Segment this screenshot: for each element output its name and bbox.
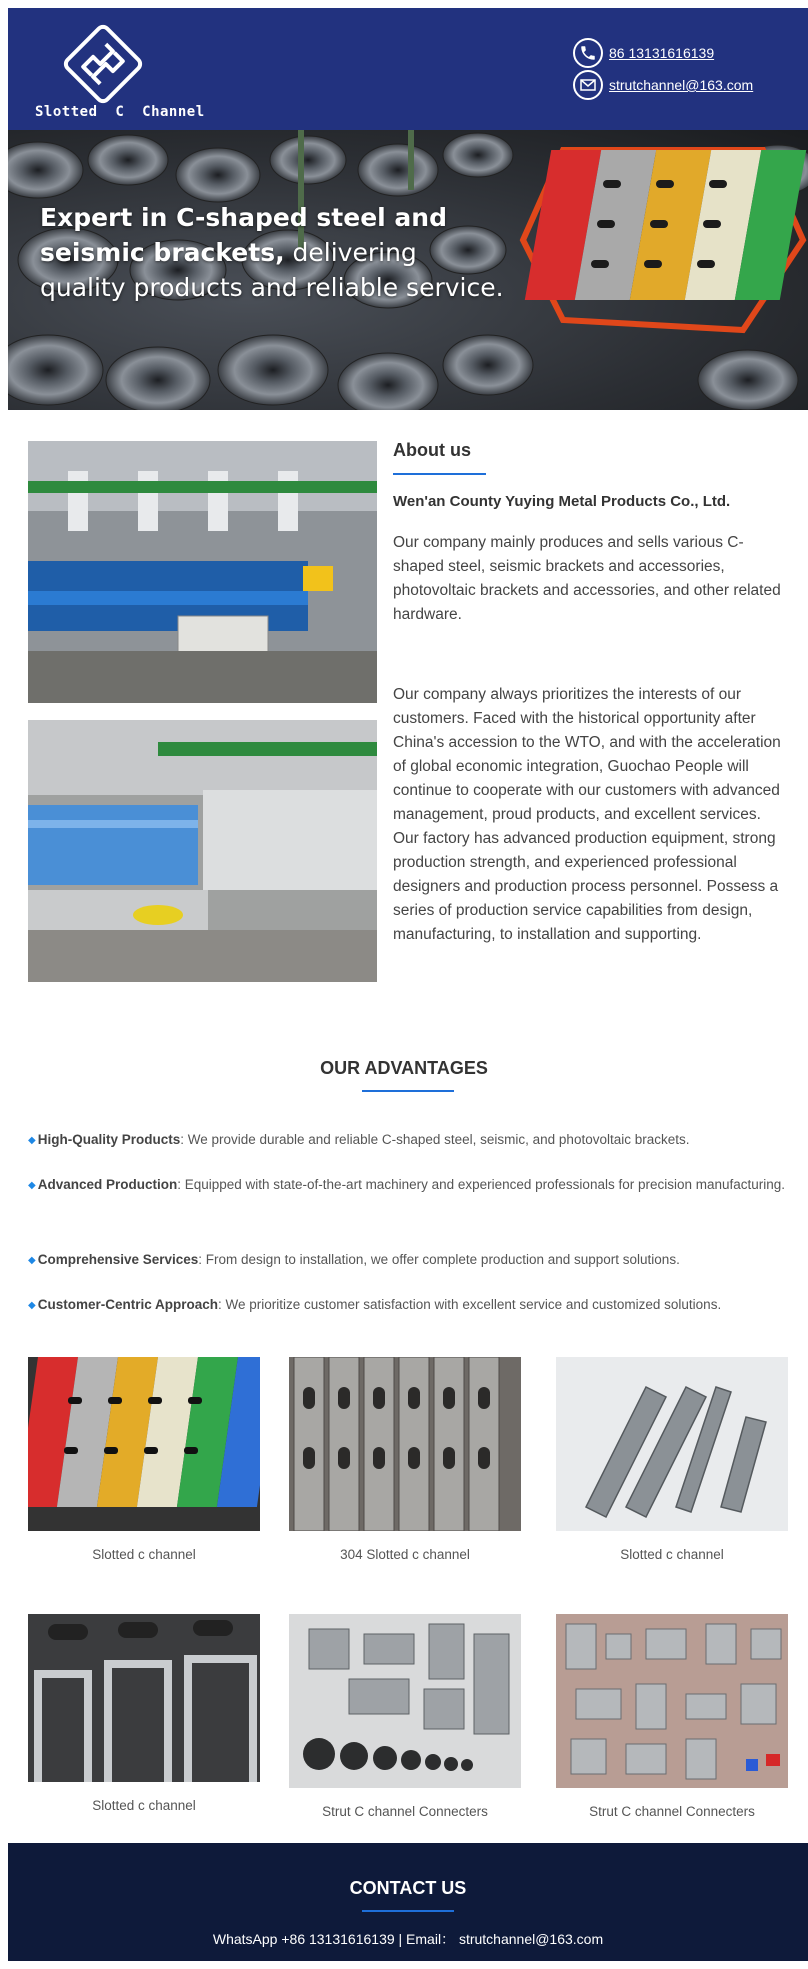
hero-headline xyxy=(40,200,510,305)
header-phone[interactable] xyxy=(573,38,714,68)
about-paragraph-1: Our company mainly produces and sells various C-shaped steel, seismic brackets and accessories, photovoltaic brackets and accessories, and other related hardware. xyxy=(393,534,781,623)
company-name: Wen'an County Yuying Metal Products Co., Ltd. xyxy=(393,493,731,510)
phone-link[interactable]: 86 13131616139 xyxy=(609,45,715,61)
advantage-item xyxy=(28,1245,788,1276)
product-card[interactable] xyxy=(28,1357,260,1562)
product-image-connecters xyxy=(289,1614,521,1788)
advantage-text: : Equipped with state-of-the-art machinery and experienced professionals for precision manufacturing. xyxy=(177,1177,786,1192)
hero-headline-rest: delivering quality products and reliable service. xyxy=(40,238,504,302)
product-image-galvanized-channel xyxy=(556,1357,788,1531)
contact-us-title: CONTACT US xyxy=(349,1878,467,1898)
product-caption[interactable]: Strut C channel Connecters xyxy=(322,1804,488,1819)
logo-icon[interactable] xyxy=(51,20,155,108)
product-caption[interactable]: Slotted c channel xyxy=(620,1547,724,1562)
about-paragraph-2: Our company always prioritizes the interests of our customers. Faced with the historical opportunity after China's accession to the WTO, and with the acceleration of global economic integration, Guochao People will continue to cooperate with our customers with advanced management, proud products, and excellent services. Our factory has advanced production equipment, strong production strength, and experienced professional designers and production process personnel. Possess a series of production service capabilities from design, manufacturing, to installation and supporting. xyxy=(393,686,781,943)
whatsapp-icon xyxy=(573,38,603,68)
product-caption[interactable]: 304 Slotted c channel xyxy=(340,1547,470,1562)
site-header xyxy=(8,8,808,130)
diamond-bullet-icon: ◆ xyxy=(28,1300,36,1311)
header-email[interactable] xyxy=(573,70,753,100)
site-footer xyxy=(8,1843,808,1961)
advantages-title: OUR ADVANTAGES xyxy=(320,1058,488,1078)
hero-headline-bold: Expert in C-shaped steel and seismic brackets, xyxy=(40,203,447,267)
advantage-item xyxy=(28,1290,788,1321)
product-image-channel-closeup xyxy=(28,1614,260,1782)
advantage-lead: Comprehensive Services xyxy=(37,1252,199,1267)
advantage-text: : We provide durable and reliable C-shaped steel, seismic, and photovoltaic brackets. xyxy=(180,1132,690,1147)
product-card[interactable] xyxy=(556,1357,788,1562)
advantages-underline xyxy=(362,1090,454,1092)
contact-info: WhatsApp +86 13131616139 | Email： strutchannel@163.com xyxy=(212,1931,604,1947)
diamond-bullet-icon: ◆ xyxy=(28,1180,36,1191)
product-card[interactable] xyxy=(289,1357,521,1562)
advantage-lead: Customer-Centric Approach xyxy=(37,1297,218,1312)
advantage-text: : From design to installation, we offer complete production and support solutions. xyxy=(198,1252,680,1267)
advantage-item xyxy=(28,1170,788,1201)
diamond-bullet-icon: ◆ xyxy=(28,1135,36,1146)
factory-production-line-image xyxy=(28,441,377,703)
about-title: About us xyxy=(393,440,471,460)
advantage-item xyxy=(28,1125,788,1156)
product-image-304-slotted xyxy=(289,1357,521,1531)
product-card[interactable] xyxy=(28,1614,260,1813)
colored-c-channel-image xyxy=(503,140,808,410)
advantage-text: : We prioritize customer satisfaction with excellent service and customized solutions. xyxy=(217,1297,722,1312)
product-image-connecters-assorted xyxy=(556,1614,788,1788)
advantage-lead: Advanced Production xyxy=(37,1177,178,1192)
product-card[interactable] xyxy=(556,1614,788,1819)
product-caption[interactable]: Strut C channel Connecters xyxy=(589,1804,755,1819)
email-link[interactable]: strutchannel@163.com xyxy=(609,77,754,93)
product-caption[interactable]: Slotted c channel xyxy=(92,1547,196,1562)
hero-banner xyxy=(8,130,808,410)
contact-us-underline xyxy=(362,1910,454,1912)
advantage-lead: High-Quality Products xyxy=(37,1132,181,1147)
warehouse-channel-stock-image xyxy=(28,720,377,982)
product-caption[interactable]: Slotted c channel xyxy=(92,1798,196,1813)
about-underline xyxy=(393,473,486,475)
product-image-colored-slotted xyxy=(28,1357,260,1531)
mail-icon xyxy=(573,70,603,100)
product-card[interactable] xyxy=(289,1614,521,1819)
diamond-bullet-icon: ◆ xyxy=(28,1255,36,1266)
brand-name: Slotted C Channel xyxy=(35,104,205,120)
